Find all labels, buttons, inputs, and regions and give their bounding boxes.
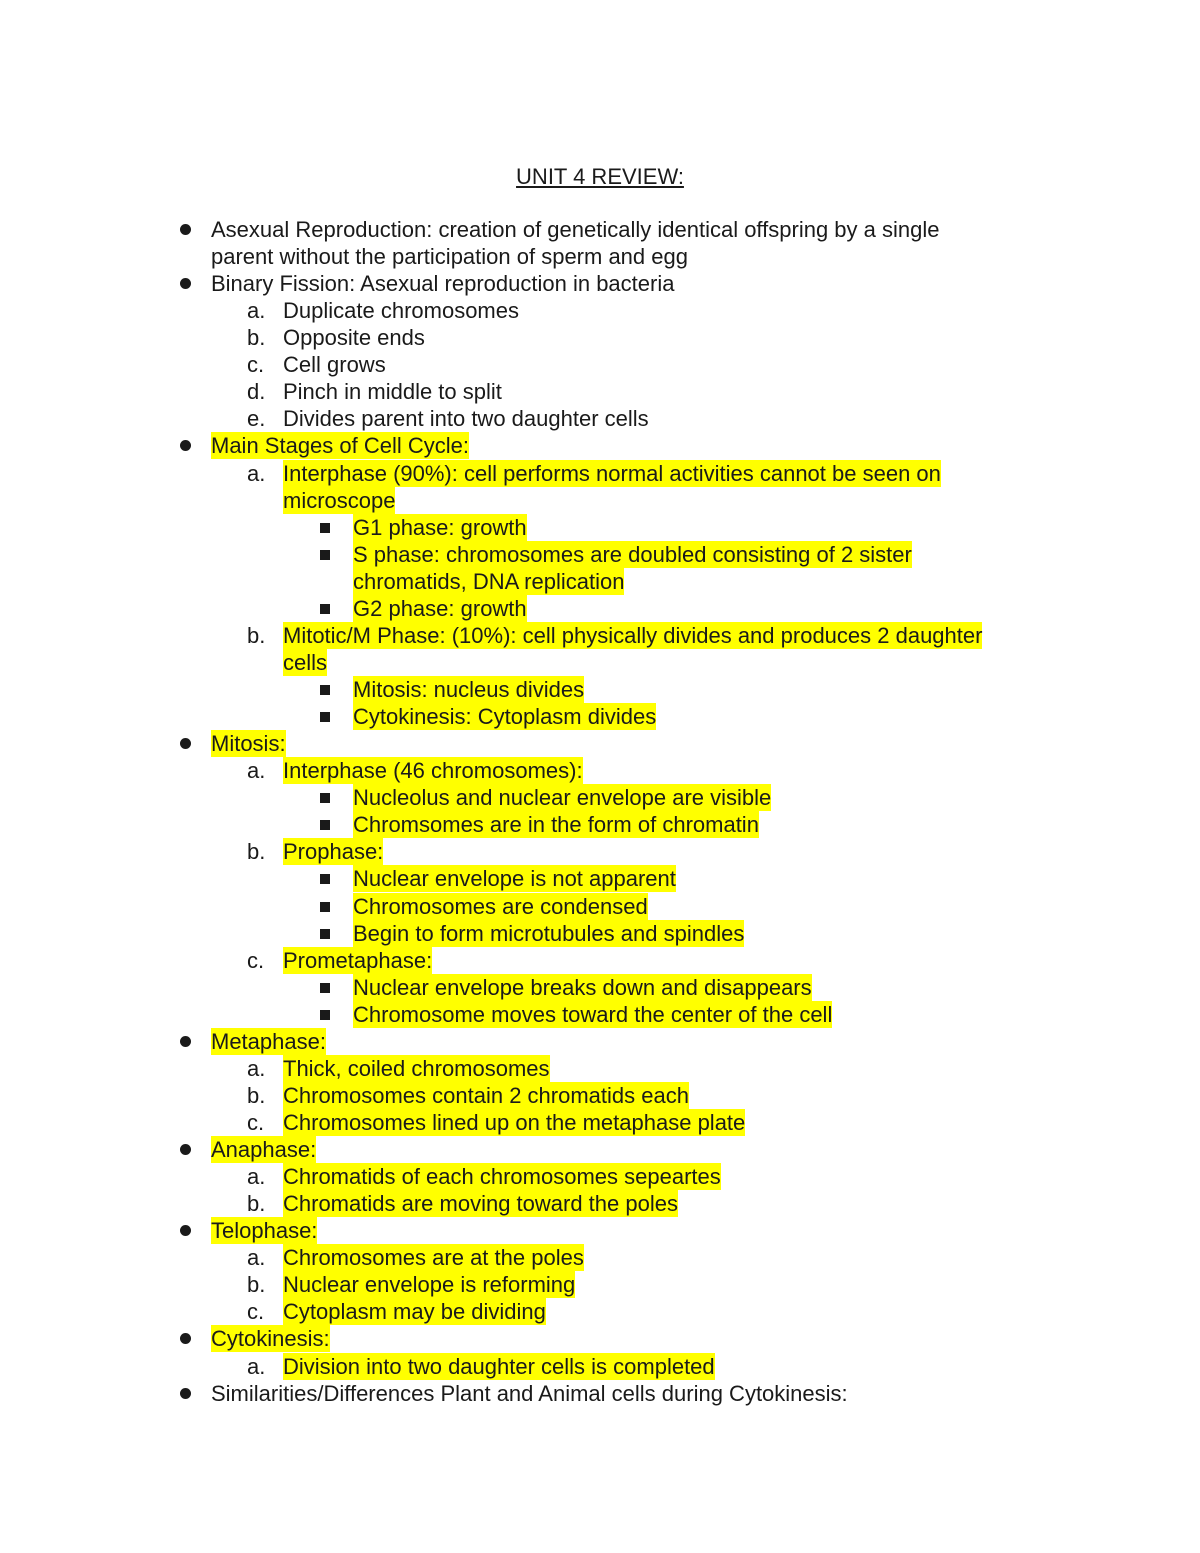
bullet-icon — [180, 278, 191, 289]
bullet-icon — [180, 738, 191, 749]
outline-line — [0, 1055, 1200, 1082]
outline-line — [0, 1190, 1200, 1217]
line-text: Cytokinesis: Cytoplasm divides — [353, 704, 657, 730]
outline-line — [0, 351, 1200, 378]
square-bullet-icon — [320, 983, 330, 993]
line-text: Prophase: — [283, 839, 384, 865]
line-text: Thick, coiled chromosomes — [283, 1055, 550, 1081]
line-text: cells — [283, 649, 328, 675]
square-bullet-icon — [320, 550, 330, 560]
list-marker: a. — [247, 758, 266, 784]
list-marker: b. — [247, 1191, 266, 1217]
outline-line — [0, 974, 1200, 1001]
square-bullet-icon — [320, 902, 330, 912]
line-text: Nuclear envelope is reforming — [283, 1272, 576, 1298]
line-text: Mitotic/M Phase: (10%): cell physically divides and produces 2 daughter — [283, 622, 983, 648]
square-bullet-icon — [320, 604, 330, 614]
line-text: Asexual Reproduction: creation of genetically identical offspring by a single — [211, 217, 940, 242]
outline-line — [0, 730, 1200, 757]
outline-line — [0, 541, 1200, 568]
square-bullet-icon — [320, 929, 330, 939]
line-text: Telophase: — [211, 1218, 318, 1244]
outline-line — [0, 947, 1200, 974]
outline-line — [0, 838, 1200, 865]
line-text: Chromosomes contain 2 chromatids each — [283, 1082, 689, 1108]
outline-line — [0, 1298, 1200, 1325]
list-marker: c. — [247, 1109, 265, 1135]
line-text: Binary Fission: Asexual reproduction in bacteria — [211, 271, 675, 297]
bullet-icon — [180, 1036, 191, 1047]
outline-line — [0, 514, 1200, 541]
line-text: Cytoplasm may be dividing — [283, 1299, 546, 1325]
bullet-icon — [180, 440, 191, 451]
line-text: Chromosomes are at the poles — [283, 1245, 584, 1271]
square-bullet-icon — [320, 820, 330, 830]
square-bullet-icon — [320, 1010, 330, 1020]
line-text: Mitosis: nucleus divides — [353, 677, 585, 703]
bullet-icon — [180, 1333, 191, 1344]
line-text: parent without the participation of sperm and egg — [211, 244, 688, 270]
line-text: Interphase (90%): cell performs normal activities cannot be seen on — [283, 460, 941, 486]
line-text: Prometaphase: — [283, 947, 433, 973]
outline-line — [0, 1325, 1200, 1352]
outline-line — [0, 1109, 1200, 1136]
line-text: Nuclear envelope breaks down and disappears — [353, 974, 812, 1000]
square-bullet-icon — [320, 685, 330, 695]
list-marker: b. — [247, 839, 266, 865]
bullet-icon — [180, 1144, 191, 1155]
outline-line — [0, 865, 1200, 892]
bullet-icon — [180, 1388, 191, 1399]
line-text: chromatids, DNA replication — [353, 568, 625, 594]
line-text: Chromosome moves toward the center of the cell — [353, 1001, 833, 1027]
outline-line — [0, 622, 1200, 649]
outline-line — [0, 1271, 1200, 1298]
outline-line — [0, 487, 1200, 514]
line-text: Opposite ends — [283, 325, 425, 351]
line-text: Nucleolus and nuclear envelope are visible — [353, 785, 772, 811]
bullet-icon — [180, 224, 191, 235]
line-text: Chromosomes are condensed — [353, 893, 648, 919]
list-marker: c. — [247, 947, 265, 973]
line-text: Interphase (46 chromosomes): — [283, 758, 583, 784]
outline-line — [0, 1244, 1200, 1271]
list-marker: a. — [247, 1353, 266, 1379]
outline-line — [0, 703, 1200, 730]
outline-line — [0, 297, 1200, 324]
line-text: Chromatids are moving toward the poles — [283, 1191, 678, 1217]
outline-line — [0, 568, 1200, 595]
bullet-icon — [180, 1225, 191, 1236]
square-bullet-icon — [320, 712, 330, 722]
line-text: Duplicate chromosomes — [283, 298, 519, 324]
line-text: Chromosomes lined up on the metaphase plate — [283, 1109, 746, 1135]
line-text: Chromsomes are in the form of chromatin — [353, 812, 759, 838]
list-marker: b. — [247, 325, 266, 351]
outline-line — [0, 811, 1200, 838]
line-text: Anaphase: — [211, 1137, 317, 1163]
list-marker: e. — [247, 406, 266, 432]
outline-line — [0, 1001, 1200, 1028]
list-marker: a. — [247, 1164, 266, 1190]
line-text: Cytokinesis: — [211, 1326, 330, 1352]
list-marker: b. — [247, 1082, 266, 1108]
line-text: Pinch in middle to split — [283, 379, 502, 405]
square-bullet-icon — [320, 874, 330, 884]
line-text: G2 phase: growth — [353, 595, 527, 621]
list-marker: a. — [247, 1055, 266, 1081]
line-text: Chromatids of each chromosomes sepeartes — [283, 1164, 721, 1190]
square-bullet-icon — [320, 793, 330, 803]
outline-line — [0, 757, 1200, 784]
outline-line — [0, 595, 1200, 622]
list-marker: a. — [247, 298, 266, 324]
line-text: G1 phase: growth — [353, 514, 527, 540]
list-marker: b. — [247, 622, 266, 648]
outline-line — [0, 649, 1200, 676]
line-text: Mitosis: — [211, 731, 286, 757]
outline-line — [0, 405, 1200, 432]
square-bullet-icon — [320, 523, 330, 533]
outline-line — [0, 1028, 1200, 1055]
outline-line — [0, 1217, 1200, 1244]
outline-line — [0, 243, 1200, 270]
outline-line — [0, 1353, 1200, 1380]
line-text: Cell grows — [283, 352, 386, 378]
outline-line — [0, 1163, 1200, 1190]
outline-line — [0, 784, 1200, 811]
list-marker: d. — [247, 379, 266, 405]
outline-line — [0, 460, 1200, 487]
outline-line — [0, 676, 1200, 703]
outline-line — [0, 432, 1200, 459]
page-title: UNIT 4 REVIEW: — [516, 164, 684, 189]
list-marker: b. — [247, 1272, 266, 1298]
outline-line — [0, 893, 1200, 920]
outline-line — [0, 1136, 1200, 1163]
line-text: Similarities/Differences Plant and Animal cells during Cytokinesis: — [211, 1380, 848, 1406]
outline-line — [0, 920, 1200, 947]
outline-line — [0, 1380, 1200, 1407]
outline-line — [0, 270, 1200, 297]
outline-line — [0, 1082, 1200, 1109]
line-text: Main Stages of Cell Cycle: — [211, 433, 469, 459]
list-marker: a. — [247, 460, 266, 486]
line-text: Metaphase: — [211, 1028, 326, 1054]
outline-line — [0, 324, 1200, 351]
line-text: Division into two daughter cells is completed — [283, 1353, 715, 1379]
outline-line — [0, 378, 1200, 405]
line-text: microscope — [283, 487, 396, 513]
line-text: Divides parent into two daughter cells — [283, 406, 649, 432]
list-marker: c. — [247, 352, 265, 378]
line-text: S phase: chromosomes are doubled consisting of 2 sister — [353, 541, 912, 567]
list-marker: a. — [247, 1245, 266, 1271]
line-text: Begin to form microtubules and spindles — [353, 920, 745, 946]
list-marker: c. — [247, 1299, 265, 1325]
line-text: Nuclear envelope is not apparent — [353, 866, 676, 892]
outline-line — [0, 216, 1200, 243]
